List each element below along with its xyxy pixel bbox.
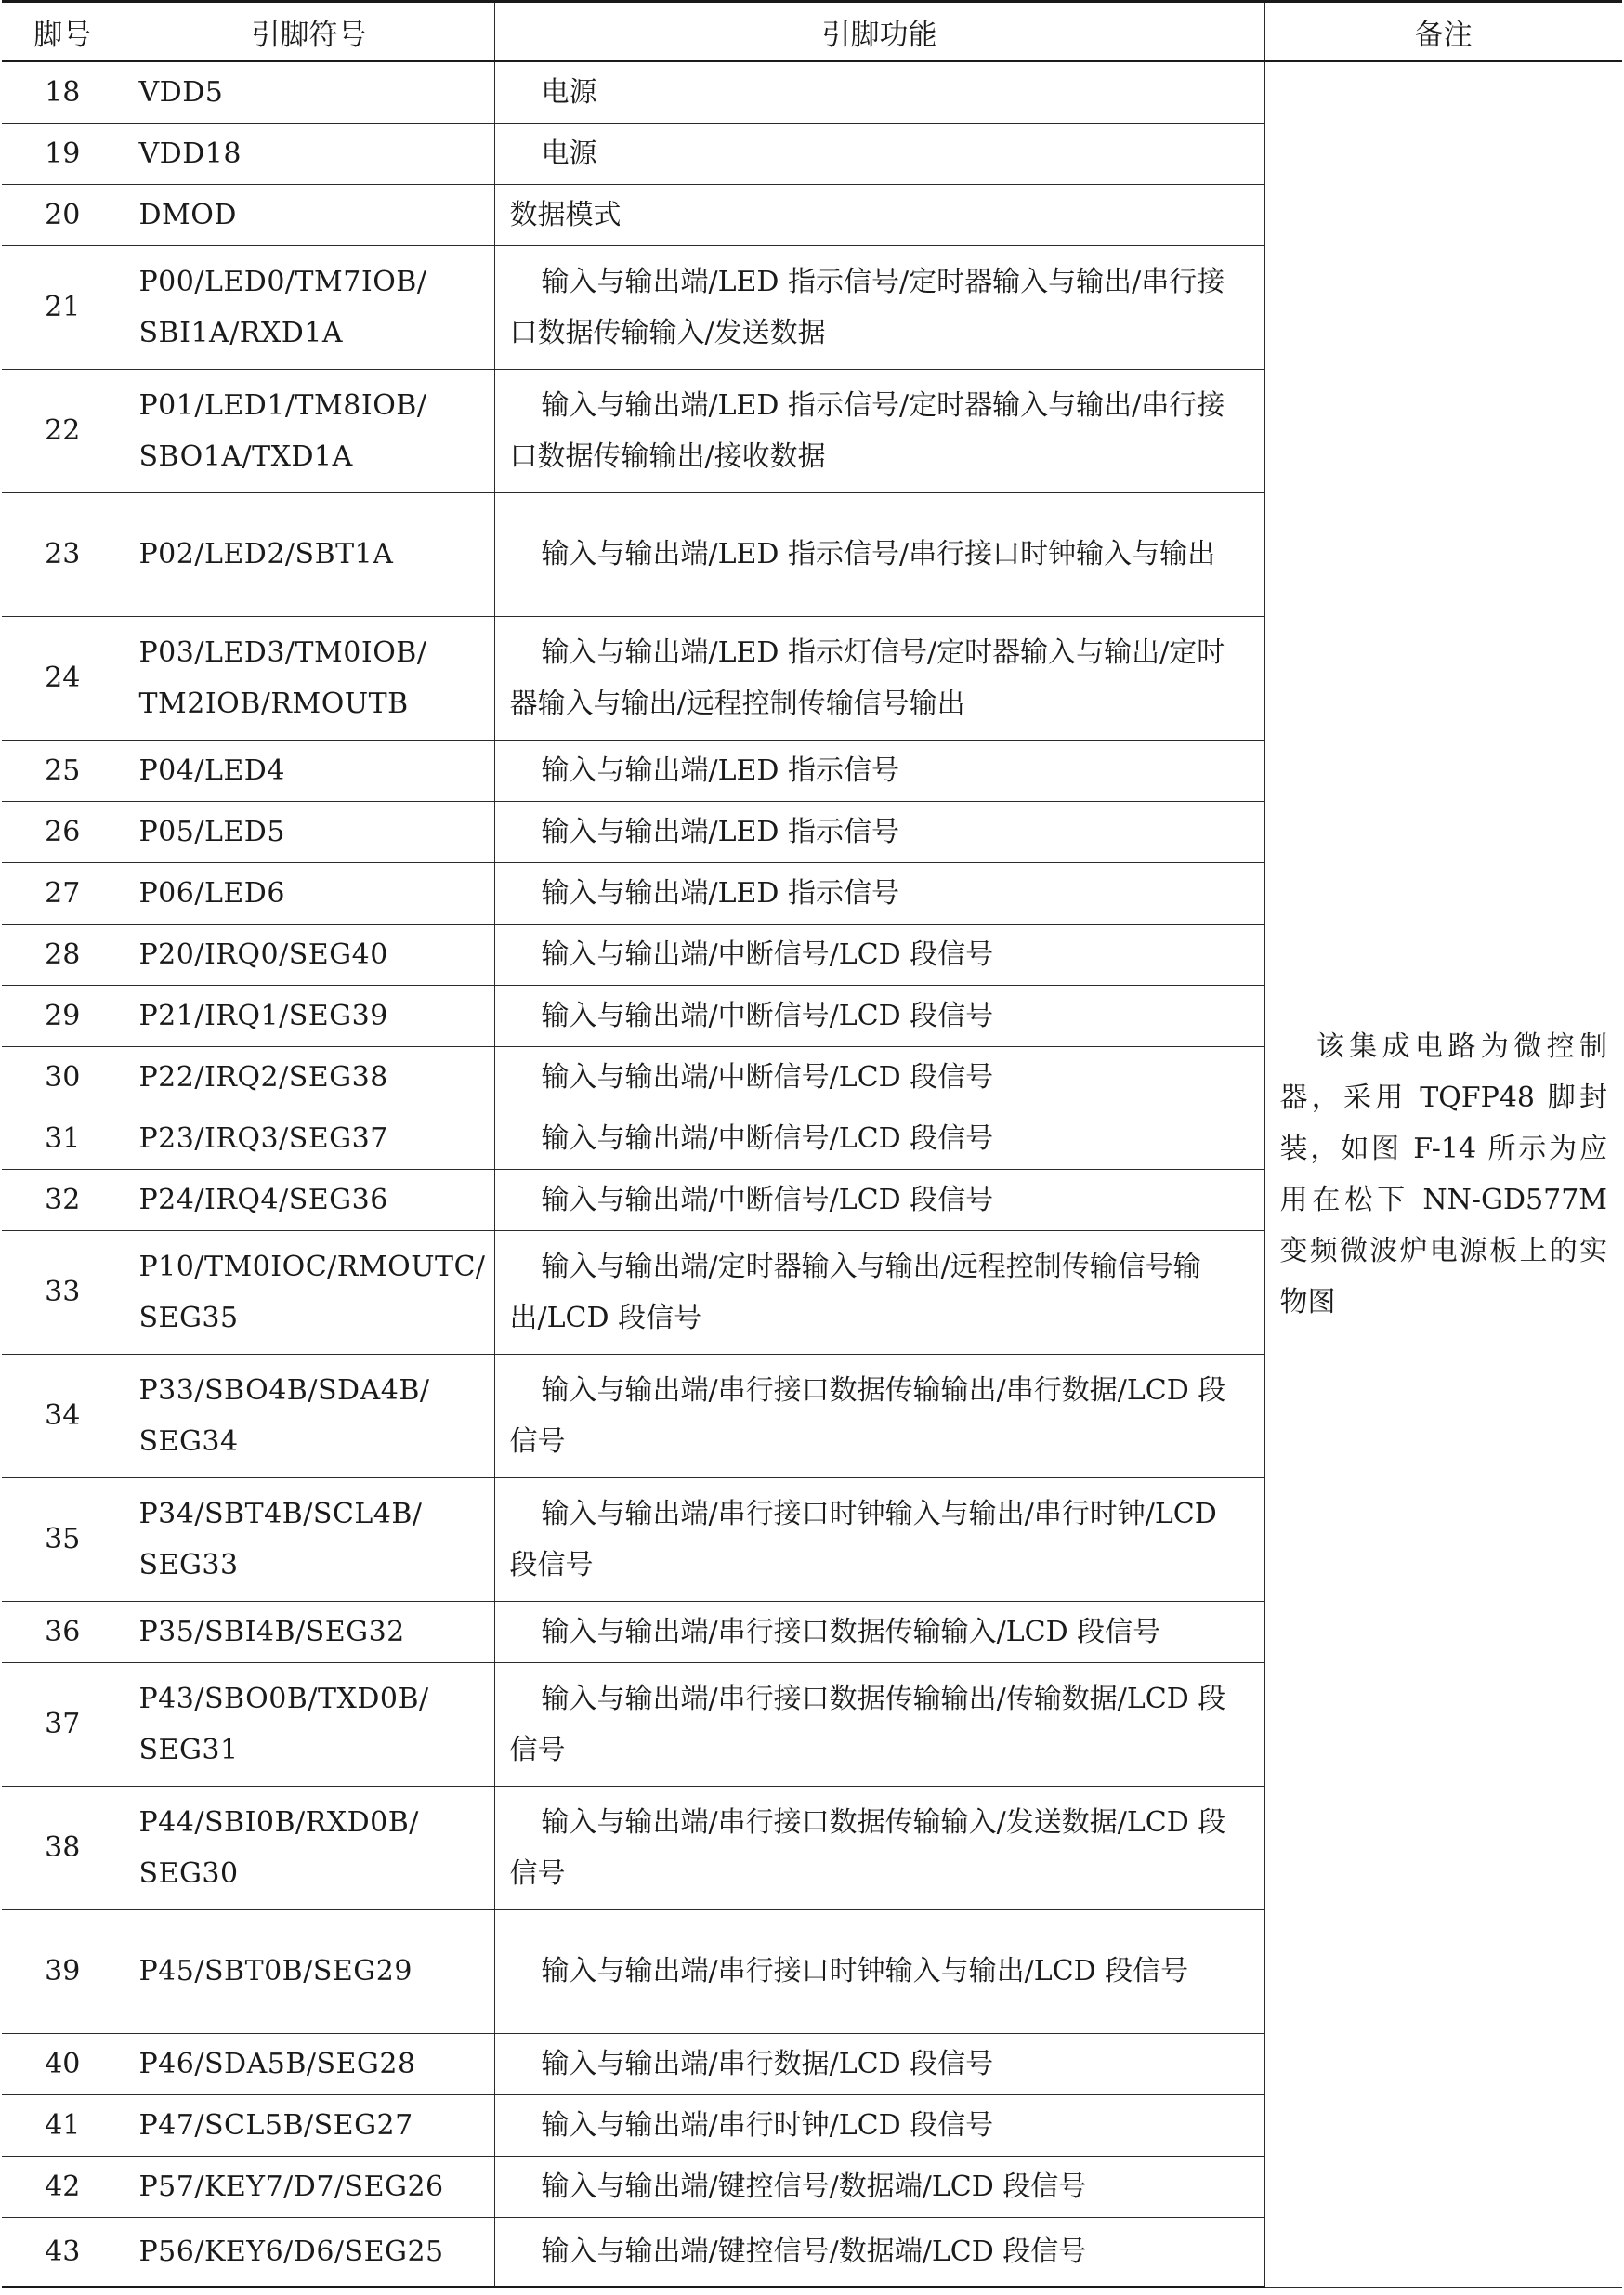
- pin-function-text: 输入与输出端/中断信号/LCD 段信号: [541, 999, 994, 1032]
- pin-function-cell: [494, 245, 1264, 369]
- pin-function-cell: [494, 1108, 1264, 1169]
- table-header: [2, 2, 1622, 62]
- pin-function-text: 输入与输出端/LED 指示信号/串行接口时钟输入与输出: [541, 538, 1216, 570]
- pin-symbol-cell: DMOD: [124, 184, 494, 245]
- pin-function-text: 输入与输出端/串行接口时钟输入与输出/LCD 段信号: [541, 1955, 1189, 1987]
- pin-number-cell: 38: [2, 1786, 124, 1909]
- table-row: [2, 61, 1622, 123]
- pin-function-text: 输入与输出端/中断信号/LCD 段信号: [541, 1183, 994, 1216]
- pin-symbol-cell: P46/SDA5B/SEG28: [124, 2033, 494, 2094]
- pin-number-cell: 23: [2, 492, 124, 616]
- pin-function-text: 输入与输出端/串行接口数据传输输出/传输数据/LCD 段信号: [509, 1682, 1226, 1766]
- header-pin-symbol: 引脚符号: [124, 2, 494, 62]
- pin-number-cell: 20: [2, 184, 124, 245]
- pin-function-text: 输入与输出端/串行接口数据传输输入/LCD 段信号: [541, 1615, 1161, 1648]
- pin-function-text: 输入与输出端/串行接口数据传输输出/串行数据/LCD 段信号: [509, 1373, 1226, 1458]
- pin-symbol-cell: P57/KEY7/D7/SEG26: [124, 2156, 494, 2217]
- pin-number-cell: 29: [2, 985, 124, 1046]
- pin-number-cell: 25: [2, 740, 124, 801]
- pin-function-cell: [494, 862, 1264, 924]
- pin-symbol-cell: P45/SBT0B/SEG29: [124, 1909, 494, 2033]
- table-body: [2, 61, 1622, 2287]
- pin-function-cell: [494, 1601, 1264, 1662]
- pin-symbol-cell: P02/LED2/SBT1A: [124, 492, 494, 616]
- pin-symbol-cell: P05/LED5: [124, 801, 494, 862]
- pin-symbol-cell: P35/SBI4B/SEG32: [124, 1601, 494, 1662]
- pin-function-text: 输入与输出端/中断信号/LCD 段信号: [541, 1060, 994, 1094]
- pin-number-cell: 24: [2, 616, 124, 740]
- pin-symbol-cell: P23/IRQ3/SEG37: [124, 1108, 494, 1169]
- pin-function-text: 数据模式: [509, 198, 622, 231]
- pin-function-cell: [494, 2094, 1264, 2156]
- pin-number-cell: 21: [2, 245, 124, 369]
- pin-function-text: 输入与输出端/串行数据/LCD 段信号: [541, 2047, 994, 2080]
- pin-symbol-cell: P00/LED0/TM7IOB/ SBI1A/RXD1A: [124, 245, 494, 369]
- pin-function-cell: [494, 1662, 1264, 1786]
- pin-number-cell: 32: [2, 1169, 124, 1230]
- pin-function-cell: [494, 924, 1264, 985]
- pin-function-cell: [494, 740, 1264, 801]
- pin-symbol-cell: P56/KEY6/D6/SEG25: [124, 2217, 494, 2287]
- pin-number-cell: 30: [2, 1046, 124, 1108]
- pin-symbol-cell: P10/TM0IOC/RMOUTC/ SEG35: [124, 1230, 494, 1354]
- pin-symbol-cell: P47/SCL5B/SEG27: [124, 2094, 494, 2156]
- pin-function-text: 输入与输出端/LED 指示灯信号/定时器输入与输出/定时器输入与输出/远程控制传输信号输出: [509, 636, 1225, 720]
- pin-function-cell: [494, 1786, 1264, 1909]
- pin-function-text: 输入与输出端/LED 指示信号: [541, 815, 900, 848]
- pin-function-text: 输入与输出端/LED 指示信号: [541, 876, 900, 910]
- pin-number-cell: 41: [2, 2094, 124, 2156]
- pin-number-cell: 31: [2, 1108, 124, 1169]
- pin-symbol-cell: P01/LED1/TM8IOB/ SBO1A/TXD1A: [124, 369, 494, 492]
- remark-cell: [1264, 61, 1622, 2287]
- pin-function-text: 输入与输出端/中断信号/LCD 段信号: [541, 1121, 994, 1155]
- pin-function-cell: [494, 123, 1264, 184]
- header-row: [2, 2, 1622, 62]
- pin-function-text: 输入与输出端/LED 指示信号/定时器输入与输出/串行接口数据传输输入/发送数据: [509, 265, 1225, 349]
- pin-number-cell: 35: [2, 1477, 124, 1601]
- pin-symbol-cell: P33/SBO4B/SDA4B/ SEG34: [124, 1354, 494, 1477]
- pin-function-cell: [494, 1230, 1264, 1354]
- pin-function-text: 输入与输出端/键控信号/数据端/LCD 段信号: [541, 2235, 1087, 2268]
- remark-text: 该集成电路为微控制器，采用 TQFP48 脚封装，如图 F-14 所示为应用在松下 NN-GD577M 变频微波炉电源板上的实物图: [1279, 1029, 1607, 1318]
- pin-number-cell: 39: [2, 1909, 124, 2033]
- pin-function-cell: [494, 2033, 1264, 2094]
- pin-number-cell: 18: [2, 61, 124, 123]
- pin-number-cell: 22: [2, 369, 124, 492]
- header-pin-number: 脚号: [2, 2, 124, 62]
- pin-symbol-cell: P43/SBO0B/TXD0B/ SEG31: [124, 1662, 494, 1786]
- pin-function-cell: [494, 2156, 1264, 2217]
- pin-function-text: 输入与输出端/中断信号/LCD 段信号: [541, 938, 994, 971]
- pin-symbol-cell: P22/IRQ2/SEG38: [124, 1046, 494, 1108]
- pin-function-cell: [494, 2217, 1264, 2287]
- pin-symbol-cell: P04/LED4: [124, 740, 494, 801]
- pin-function-cell: [494, 1909, 1264, 2033]
- pin-function-cell: [494, 492, 1264, 616]
- pin-function-cell: [494, 61, 1264, 123]
- pin-symbol-cell: VDD18: [124, 123, 494, 184]
- pin-number-cell: 26: [2, 801, 124, 862]
- pin-function-text: 电源: [541, 75, 597, 109]
- pin-number-cell: 34: [2, 1354, 124, 1477]
- header-pin-function: 引脚功能: [494, 2, 1264, 62]
- pin-function-cell: [494, 1046, 1264, 1108]
- pin-function-text: 输入与输出端/LED 指示信号/定时器输入与输出/串行接口数据传输输出/接收数据: [509, 388, 1225, 473]
- pin-number-cell: 28: [2, 924, 124, 985]
- pin-number-cell: 33: [2, 1230, 124, 1354]
- pin-function-text: 输入与输出端/串行时钟/LCD 段信号: [541, 2108, 994, 2142]
- pin-number-cell: 40: [2, 2033, 124, 2094]
- pin-function-cell: [494, 616, 1264, 740]
- pin-symbol-cell: P06/LED6: [124, 862, 494, 924]
- pin-number-cell: 27: [2, 862, 124, 924]
- pin-number-cell: 42: [2, 2156, 124, 2217]
- header-note: 备注: [1264, 2, 1622, 62]
- pin-function-text: 输入与输出端/定时器输入与输出/远程控制传输信号输出/LCD 段信号: [509, 1250, 1201, 1334]
- pin-function-text: 输入与输出端/键控信号/数据端/LCD 段信号: [541, 2170, 1087, 2203]
- pin-symbol-cell: VDD5: [124, 61, 494, 123]
- pin-function-cell: [494, 184, 1264, 245]
- pin-function-cell: [494, 801, 1264, 862]
- pin-symbol-cell: P20/IRQ0/SEG40: [124, 924, 494, 985]
- pin-symbol-cell: P34/SBT4B/SCL4B/ SEG33: [124, 1477, 494, 1601]
- pin-function-cell: [494, 1354, 1264, 1477]
- pin-symbol-cell: P44/SBI0B/RXD0B/ SEG30: [124, 1786, 494, 1909]
- pin-function-cell: [494, 369, 1264, 492]
- pin-function-cell: [494, 1477, 1264, 1601]
- pin-function-cell: [494, 1169, 1264, 1230]
- pin-symbol-cell: P21/IRQ1/SEG39: [124, 985, 494, 1046]
- pin-function-table: [2, 0, 1622, 2288]
- pin-symbol-cell: P03/LED3/TM0IOB/ TM2IOB/RMOUTB: [124, 616, 494, 740]
- pin-function-text: 输入与输出端/LED 指示信号: [541, 754, 900, 787]
- pin-function-text: 输入与输出端/串行接口数据传输输入/发送数据/LCD 段信号: [509, 1805, 1226, 1890]
- pin-number-cell: 43: [2, 2217, 124, 2287]
- pin-symbol-cell: P24/IRQ4/SEG36: [124, 1169, 494, 1230]
- pin-function-text: 输入与输出端/串行接口时钟输入与输出/串行时钟/LCD 段信号: [509, 1497, 1217, 1581]
- pin-function-text: 电源: [541, 137, 597, 170]
- pin-number-cell: 37: [2, 1662, 124, 1786]
- pin-function-cell: [494, 985, 1264, 1046]
- pin-number-cell: 36: [2, 1601, 124, 1662]
- pin-number-cell: 19: [2, 123, 124, 184]
